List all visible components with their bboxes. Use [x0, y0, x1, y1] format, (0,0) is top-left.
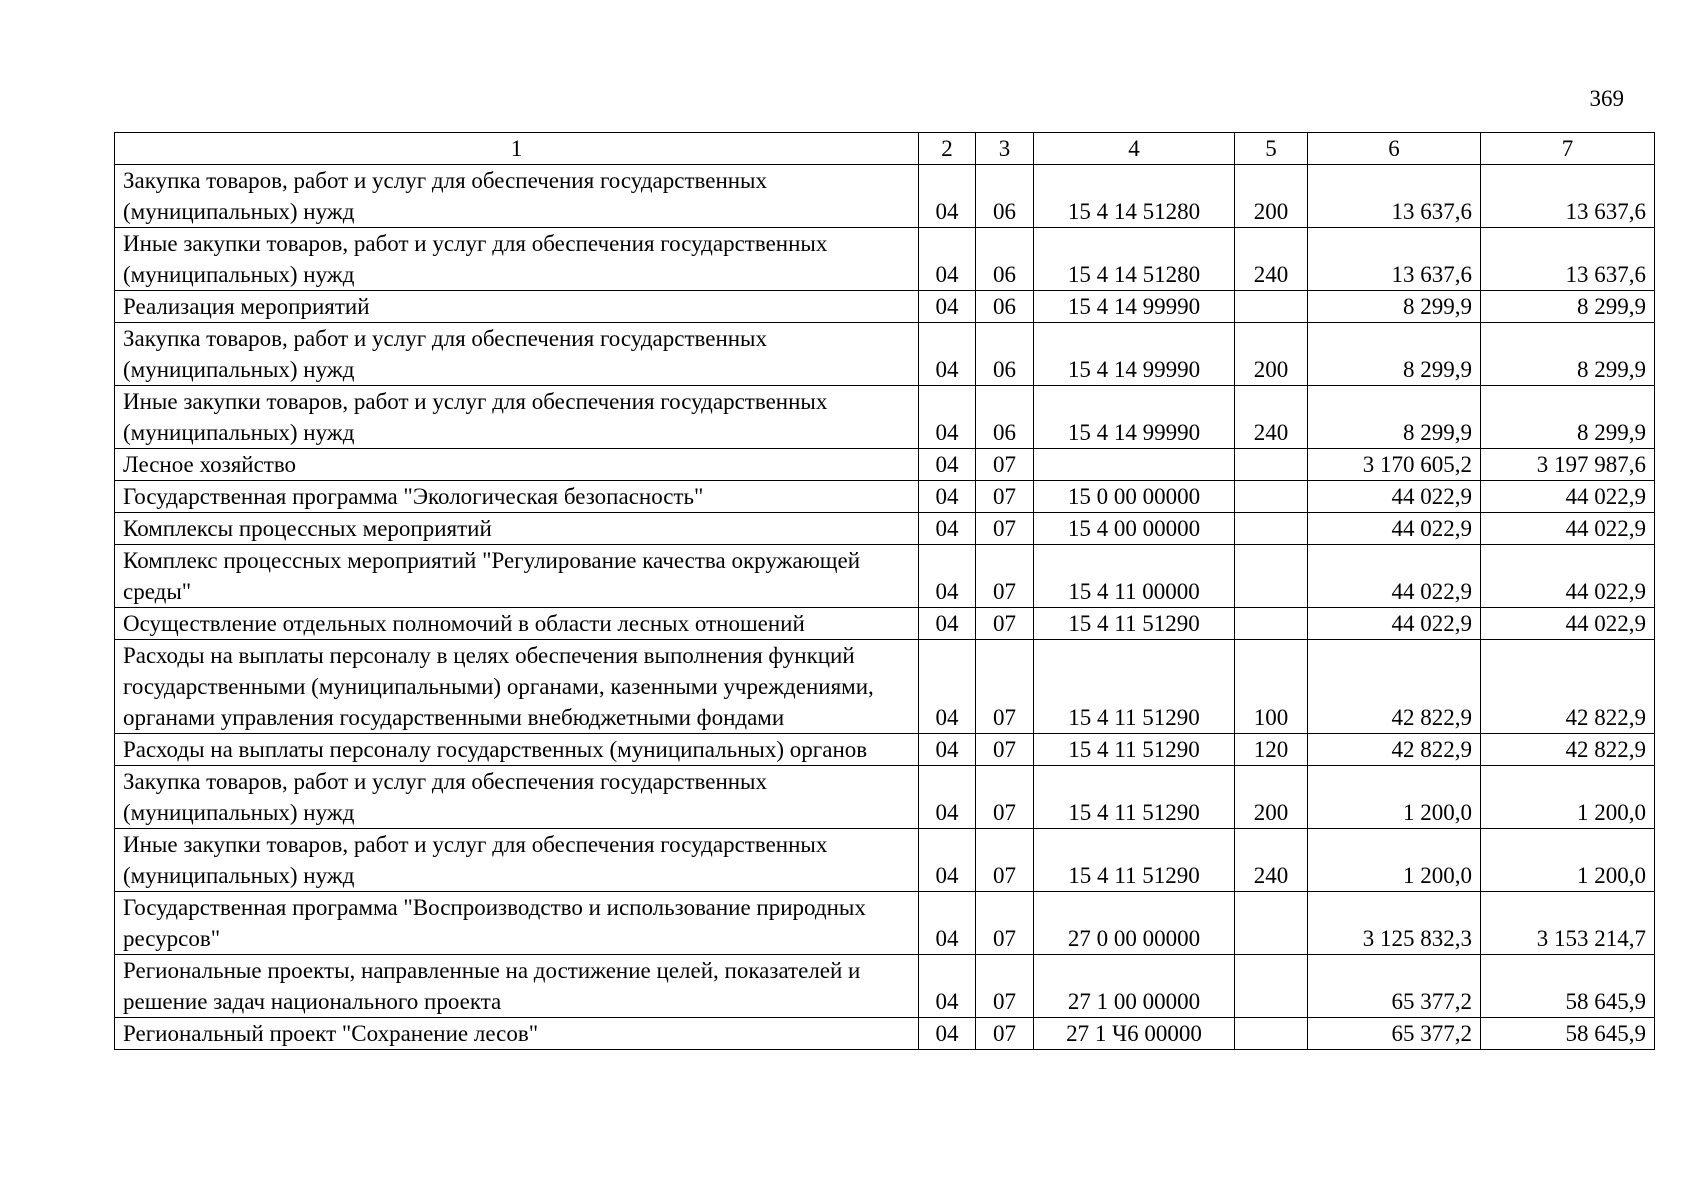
amount-col6-cell: 65 377,2: [1308, 955, 1481, 1018]
section-code-cell: 04: [919, 955, 976, 1018]
section-code-cell: 04: [919, 228, 976, 291]
table-row: [115, 955, 1655, 1018]
expense-type-cell: [1235, 513, 1308, 545]
subsection-code-cell: 07: [976, 608, 1034, 640]
row-name-cell: Иные закупки товаров, работ и услуг для обеспечения государственных (муниципальных) нужд: [115, 829, 919, 892]
target-article-cell: 15 0 00 00000: [1034, 481, 1235, 513]
subsection-code-cell: 07: [976, 734, 1034, 766]
amount-col6-cell: 8 299,9: [1308, 323, 1481, 386]
table-row: [115, 513, 1655, 545]
subsection-code-cell: 06: [976, 228, 1034, 291]
subsection-code-cell: 06: [976, 291, 1034, 323]
row-name-cell: Государственная программа "Экологическая безопасность": [115, 481, 919, 513]
row-name-cell: Региональные проекты, направленные на достижение целей, показателей и решение задач национального проекта: [115, 955, 919, 1018]
subsection-code-cell: 06: [976, 165, 1034, 228]
expense-type-cell: 240: [1235, 829, 1308, 892]
amount-col7-cell: 58 645,9: [1481, 955, 1655, 1018]
row-name-cell: Иные закупки товаров, работ и услуг для обеспечения государственных (муниципальных) нужд: [115, 228, 919, 291]
subsection-code-cell: 07: [976, 449, 1034, 481]
column-header: 5: [1235, 133, 1308, 165]
budget-table: [114, 132, 1655, 1050]
amount-col7-cell: 1 200,0: [1481, 766, 1655, 829]
amount-col7-cell: 1 200,0: [1481, 829, 1655, 892]
section-code-cell: 04: [919, 1018, 976, 1050]
amount-col6-cell: 42 822,9: [1308, 734, 1481, 766]
target-article-cell: 15 4 11 51290: [1034, 829, 1235, 892]
amount-col6-cell: 42 822,9: [1308, 640, 1481, 734]
row-name-cell: Закупка товаров, работ и услуг для обеспечения государственных (муниципальных) нужд: [115, 165, 919, 228]
target-article-cell: 15 4 11 51290: [1034, 734, 1235, 766]
amount-col7-cell: 8 299,9: [1481, 291, 1655, 323]
subsection-code-cell: 07: [976, 1018, 1034, 1050]
expense-type-cell: [1235, 1018, 1308, 1050]
section-code-cell: 04: [919, 892, 976, 955]
expense-type-cell: 240: [1235, 228, 1308, 291]
amount-col6-cell: 8 299,9: [1308, 291, 1481, 323]
row-name-cell: Расходы на выплаты персоналу государственных (муниципальных) органов: [115, 734, 919, 766]
amount-col6-cell: 44 022,9: [1308, 481, 1481, 513]
subsection-code-cell: 06: [976, 386, 1034, 449]
table-row: [115, 545, 1655, 608]
target-article-cell: 15 4 14 51280: [1034, 228, 1235, 291]
section-code-cell: 04: [919, 545, 976, 608]
table-row: [115, 734, 1655, 766]
row-name-cell: Комплексы процессных мероприятий: [115, 513, 919, 545]
table-row: [115, 228, 1655, 291]
amount-col6-cell: 3 125 832,3: [1308, 892, 1481, 955]
amount-col7-cell: 3 153 214,7: [1481, 892, 1655, 955]
subsection-code-cell: 06: [976, 323, 1034, 386]
amount-col7-cell: 3 197 987,6: [1481, 449, 1655, 481]
column-header: 4: [1034, 133, 1235, 165]
section-code-cell: 04: [919, 608, 976, 640]
table-row: [115, 481, 1655, 513]
row-name-cell: Осуществление отдельных полномочий в области лесных отношений: [115, 608, 919, 640]
amount-col6-cell: 1 200,0: [1308, 766, 1481, 829]
row-name-cell: Лесное хозяйство: [115, 449, 919, 481]
amount-col7-cell: 13 637,6: [1481, 228, 1655, 291]
amount-col7-cell: 58 645,9: [1481, 1018, 1655, 1050]
amount-col6-cell: 44 022,9: [1308, 545, 1481, 608]
section-code-cell: 04: [919, 481, 976, 513]
subsection-code-cell: 07: [976, 545, 1034, 608]
amount-col6-cell: 8 299,9: [1308, 386, 1481, 449]
section-code-cell: 04: [919, 640, 976, 734]
amount-col7-cell: 44 022,9: [1481, 545, 1655, 608]
column-header: 6: [1308, 133, 1481, 165]
target-article-cell: 15 4 14 99990: [1034, 291, 1235, 323]
expense-type-cell: [1235, 545, 1308, 608]
expense-type-cell: 200: [1235, 323, 1308, 386]
target-article-cell: [1034, 449, 1235, 481]
target-article-cell: 27 0 00 00000: [1034, 892, 1235, 955]
column-header: 3: [976, 133, 1034, 165]
amount-col6-cell: 13 637,6: [1308, 228, 1481, 291]
table-row: [115, 608, 1655, 640]
amount-col6-cell: 44 022,9: [1308, 513, 1481, 545]
target-article-cell: 15 4 11 51290: [1034, 766, 1235, 829]
amount-col7-cell: 44 022,9: [1481, 481, 1655, 513]
column-header: 1: [115, 133, 919, 165]
page-number: 369: [1589, 86, 1624, 111]
row-name-cell: Закупка товаров, работ и услуг для обеспечения государственных (муниципальных) нужд: [115, 766, 919, 829]
amount-col7-cell: 8 299,9: [1481, 323, 1655, 386]
table-row: [115, 892, 1655, 955]
row-name-cell: Комплекс процессных мероприятий "Регулирование качества окружающей среды": [115, 545, 919, 608]
amount-col6-cell: 65 377,2: [1308, 1018, 1481, 1050]
column-header: 7: [1481, 133, 1655, 165]
amount-col6-cell: 3 170 605,2: [1308, 449, 1481, 481]
target-article-cell: 27 1 Ч6 00000: [1034, 1018, 1235, 1050]
header-row: [115, 133, 1655, 165]
section-code-cell: 04: [919, 449, 976, 481]
section-code-cell: 04: [919, 513, 976, 545]
subsection-code-cell: 07: [976, 513, 1034, 545]
expense-type-cell: [1235, 291, 1308, 323]
row-name-cell: Реализация мероприятий: [115, 291, 919, 323]
expense-type-cell: 100: [1235, 640, 1308, 734]
amount-col6-cell: 13 637,6: [1308, 165, 1481, 228]
subsection-code-cell: 07: [976, 892, 1034, 955]
amount-col7-cell: 8 299,9: [1481, 386, 1655, 449]
table-row: [115, 323, 1655, 386]
target-article-cell: 15 4 00 00000: [1034, 513, 1235, 545]
amount-col6-cell: 1 200,0: [1308, 829, 1481, 892]
subsection-code-cell: 07: [976, 829, 1034, 892]
row-name-cell: Расходы на выплаты персоналу в целях обеспечения выполнения функций государственными (муниципальными) органами, казенными учреждениями, органами управления государственными внебюджетными фондами: [115, 640, 919, 734]
amount-col7-cell: 44 022,9: [1481, 513, 1655, 545]
row-name-cell: Региональный проект "Сохранение лесов": [115, 1018, 919, 1050]
amount-col7-cell: 13 637,6: [1481, 165, 1655, 228]
expense-type-cell: 200: [1235, 165, 1308, 228]
section-code-cell: 04: [919, 766, 976, 829]
expense-type-cell: [1235, 955, 1308, 1018]
table-row: [115, 640, 1655, 734]
target-article-cell: 15 4 11 00000: [1034, 545, 1235, 608]
amount-col7-cell: 44 022,9: [1481, 608, 1655, 640]
subsection-code-cell: 07: [976, 640, 1034, 734]
amount-col7-cell: 42 822,9: [1481, 734, 1655, 766]
subsection-code-cell: 07: [976, 481, 1034, 513]
target-article-cell: 27 1 00 00000: [1034, 955, 1235, 1018]
row-name-cell: Закупка товаров, работ и услуг для обеспечения государственных (муниципальных) нужд: [115, 323, 919, 386]
expense-type-cell: [1235, 608, 1308, 640]
subsection-code-cell: 07: [976, 955, 1034, 1018]
table-row: [115, 766, 1655, 829]
section-code-cell: 04: [919, 829, 976, 892]
expense-type-cell: [1235, 892, 1308, 955]
expense-type-cell: 240: [1235, 386, 1308, 449]
table-row: [115, 1018, 1655, 1050]
row-name-cell: Иные закупки товаров, работ и услуг для обеспечения государственных (муниципальных) нужд: [115, 386, 919, 449]
target-article-cell: 15 4 11 51290: [1034, 608, 1235, 640]
expense-type-cell: [1235, 481, 1308, 513]
section-code-cell: 04: [919, 165, 976, 228]
expense-type-cell: [1235, 449, 1308, 481]
section-code-cell: 04: [919, 734, 976, 766]
subsection-code-cell: 07: [976, 766, 1034, 829]
target-article-cell: 15 4 14 99990: [1034, 323, 1235, 386]
column-header: 2: [919, 133, 976, 165]
expense-type-cell: 200: [1235, 766, 1308, 829]
target-article-cell: 15 4 14 51280: [1034, 165, 1235, 228]
target-article-cell: 15 4 14 99990: [1034, 386, 1235, 449]
table-row: [115, 829, 1655, 892]
table-row: [115, 165, 1655, 228]
amount-col7-cell: 42 822,9: [1481, 640, 1655, 734]
section-code-cell: 04: [919, 291, 976, 323]
expense-type-cell: 120: [1235, 734, 1308, 766]
row-name-cell: Государственная программа "Воспроизводство и использование природных ресурсов": [115, 892, 919, 955]
section-code-cell: 04: [919, 386, 976, 449]
section-code-cell: 04: [919, 323, 976, 386]
target-article-cell: 15 4 11 51290: [1034, 640, 1235, 734]
table-row: [115, 449, 1655, 481]
table-row: [115, 386, 1655, 449]
table-row: [115, 291, 1655, 323]
amount-col6-cell: 44 022,9: [1308, 608, 1481, 640]
